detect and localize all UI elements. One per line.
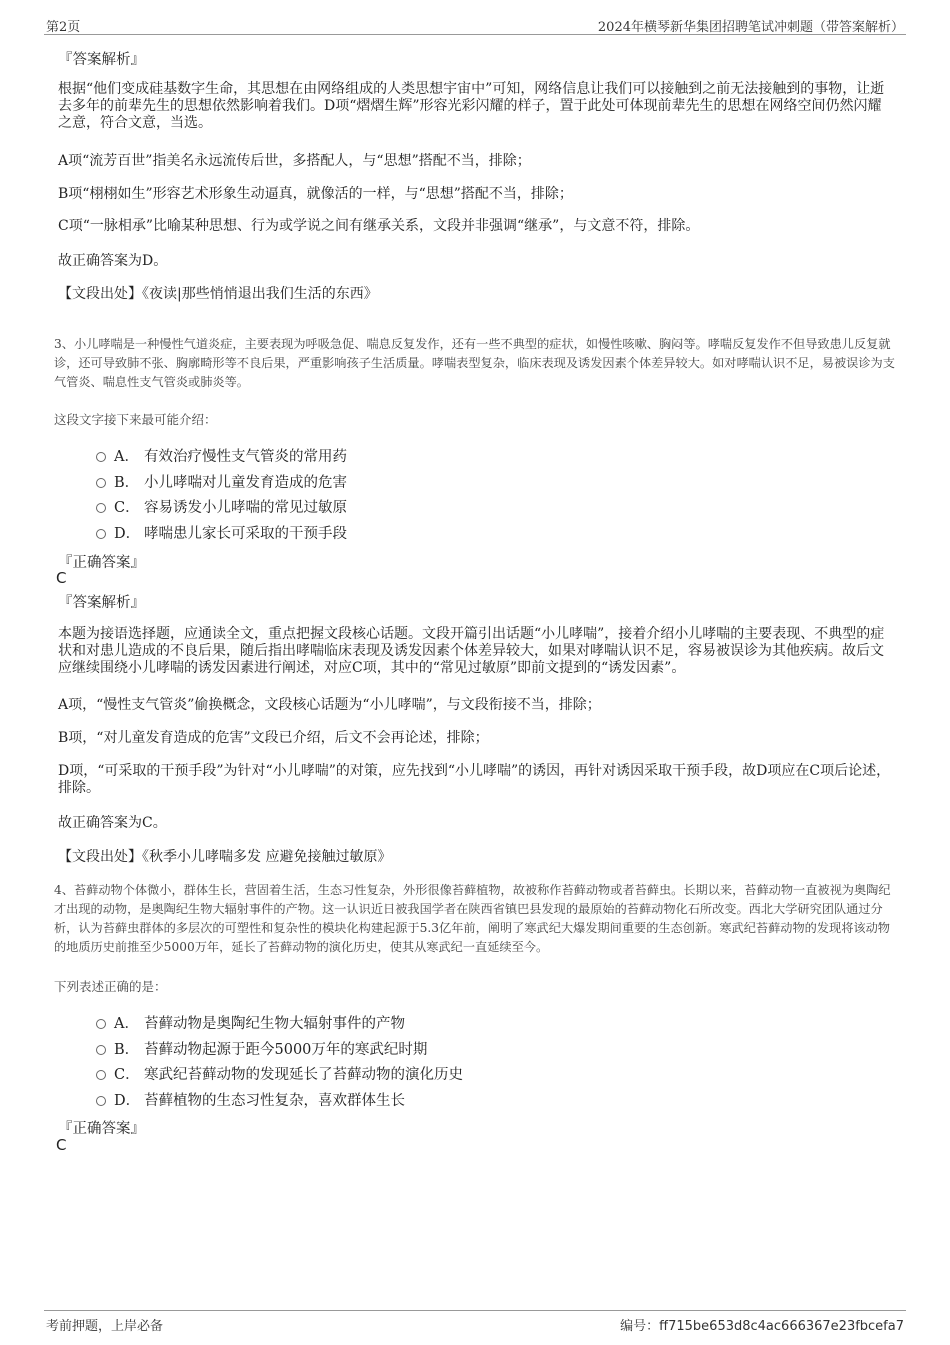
- q2-analysis-option-c: C项“一脉相承”比喻某种思想、行为或学说之间有继承关系，文段并非强调“继承”，与文意不符，排除。: [58, 218, 700, 234]
- radio-icon[interactable]: [96, 503, 106, 513]
- q3-conclusion: 故正确答案为C。: [58, 815, 167, 831]
- document-title: 2024年横琴新华集团招聘笔试冲刺题（带答案解析）: [597, 20, 904, 35]
- q3-analysis-option-d: D项，“可采取的干预手段”为针对“小儿哮喘”的对策，应先找到“小儿哮喘”的诱因，再针对诱因采取干预手段，故D项应在C项后论述，排除。: [58, 763, 891, 796]
- q3-option-a[interactable]: A． 有效治疗慢性支气管炎的常用药: [96, 445, 347, 465]
- q4-answer-label: 『正确答案』: [58, 1121, 145, 1137]
- q4-option-c[interactable]: C． 寒武纪苔藓动物的发现延长了苔藓动物的演化历史: [96, 1063, 463, 1083]
- q2-source: 【文段出处】《夜读|那些悄悄退出我们生活的东西》: [58, 286, 378, 302]
- radio-icon[interactable]: [96, 1070, 106, 1080]
- page-footer: [44, 1310, 906, 1334]
- q3-text: 3、小儿哮喘是一种慢性气道炎症，主要表现为呼吸急促、喘息反复发作，还有一些不典型的症状，如慢性咳嗽、胸闷等。哮喘反复发作不但导致患儿反复就诊，还可导致肺不张、胸廓畸形等不良后果，严重影响孩子生活质量。哮喘表型复杂，临床表现及诱发因素个体差异较大。如对哮喘认识不足，易被误诊为支气管炎、喘息性支气管炎或肺炎等。: [54, 337, 895, 389]
- radio-icon[interactable]: [96, 529, 106, 539]
- footer-code: 编号：ff715be653d8c4ac666367e23fbcefa7: [620, 1319, 904, 1334]
- q3-option-b[interactable]: B． 小儿哮喘对儿童发育造成的危害: [96, 471, 347, 491]
- q4-text: 4、苔藓动物个体微小，群体生长，营固着生活，生态习性复杂，外形很像苔藓植物，故被称作苔藓动物或者苔藓虫。长期以来，苔藓动物一直被视为奥陶纪才出现的动物，是奥陶纪生物大辐射事件的产物。这一认识近日被我国学者在陕西省镇巴县发现的最原始的苔藓动物化石所改变。西北大学研究团队通过分析，认为苔藓虫群体的多层次的可塑性和复杂性的模块化构建起源于5.3亿年前，阐明了寒武纪大爆发期间重要的生态创新。寒武纪苔藓动物的发现将该动物的地质历史前推至少5000万年，延长了苔藓动物的演化历史，使其从寒武纪一直延续至今。: [54, 883, 891, 954]
- footer-slogan: 考前押题，上岸必备: [46, 1319, 164, 1334]
- q3-answer-label: 『正确答案』: [58, 555, 145, 571]
- radio-icon[interactable]: [96, 1045, 106, 1055]
- q3-analysis-option-b: B项，“对儿童发育造成的危害”文段已介绍，后文不会再论述，排除；: [58, 730, 489, 746]
- q4-answer-value: C: [56, 1136, 67, 1154]
- radio-icon[interactable]: [96, 1019, 106, 1029]
- page-number: 第2页: [46, 20, 81, 35]
- q4-option-d[interactable]: D． 苔藓植物的生态习性复杂，喜欢群体生长: [96, 1089, 405, 1109]
- q3-source: 【文段出处】《秋季小儿哮喘多发 应避免接触过敏原》: [58, 849, 392, 865]
- q3-analysis-paragraph: 本题为接语选择题，应通读全文，重点把握文段核心话题。文段开篇引出话题“小儿哮喘”，接着介绍小儿哮喘的主要表现、不典型的症状和对患儿造成的不良后果，随后指出哮喘临床表现及诱发因素个体差异较大，如果对哮喘认识不足，容易被误诊为其他疾病。故后文应继续围绕小儿哮喘的诱发因素进行阐述，对应C项，其中的“常见过敏原”即前文提到的“诱发因素”。: [58, 626, 885, 676]
- q4-option-b[interactable]: B． 苔藓动物起源于距今5000万年的寒武纪时期: [96, 1038, 427, 1058]
- q3-analysis-option-a: A项，“慢性支气管炎”偷换概念，文段核心话题为“小儿哮喘”，与文段衔接不当，排除；: [58, 697, 601, 713]
- q3-option-d[interactable]: D． 哮喘患儿家长可采取的干预手段: [96, 522, 347, 542]
- q3-answer-value: C: [56, 569, 67, 587]
- q2-conclusion: 故正确答案为D。: [58, 253, 168, 269]
- page-header: [44, 14, 906, 35]
- q3-option-c[interactable]: C． 容易诱发小儿哮喘的常见过敏原: [96, 496, 347, 516]
- q3-analysis-label: 『答案解析』: [58, 595, 145, 611]
- q2-analysis-paragraph: 根据“他们变成硅基数字生命，其思想在由网络组成的人类思想宇宙中”可知，网络信息让我们可以接触到之前无法接触到的事物，让逝去多年的前辈先生的思想依然影响着我们。D项“熠熠生辉”形容光彩闪耀的样子，置于此处可体现前辈先生的思想在网络空间仍然闪耀之意，符合文意，当选。: [58, 81, 885, 131]
- q4-option-a[interactable]: A． 苔藓动物是奥陶纪生物大辐射事件的产物: [96, 1012, 405, 1032]
- q2-analysis-label: 『答案解析』: [58, 52, 145, 68]
- radio-icon[interactable]: [96, 452, 106, 462]
- q2-analysis-option-b: B项“栩栩如生”形容艺术形象生动逼真，就像活的一样，与“思想”搭配不当，排除；: [58, 186, 573, 202]
- radio-icon[interactable]: [96, 478, 106, 488]
- radio-icon[interactable]: [96, 1096, 106, 1106]
- q2-analysis-option-a: A项“流芳百世”指美名永远流传后世，多搭配人，与“思想”搭配不当，排除；: [58, 153, 531, 169]
- q3-prompt: 这段文字接下来最可能介绍：: [54, 412, 217, 427]
- q4-prompt: 下列表述正确的是：: [54, 979, 167, 994]
